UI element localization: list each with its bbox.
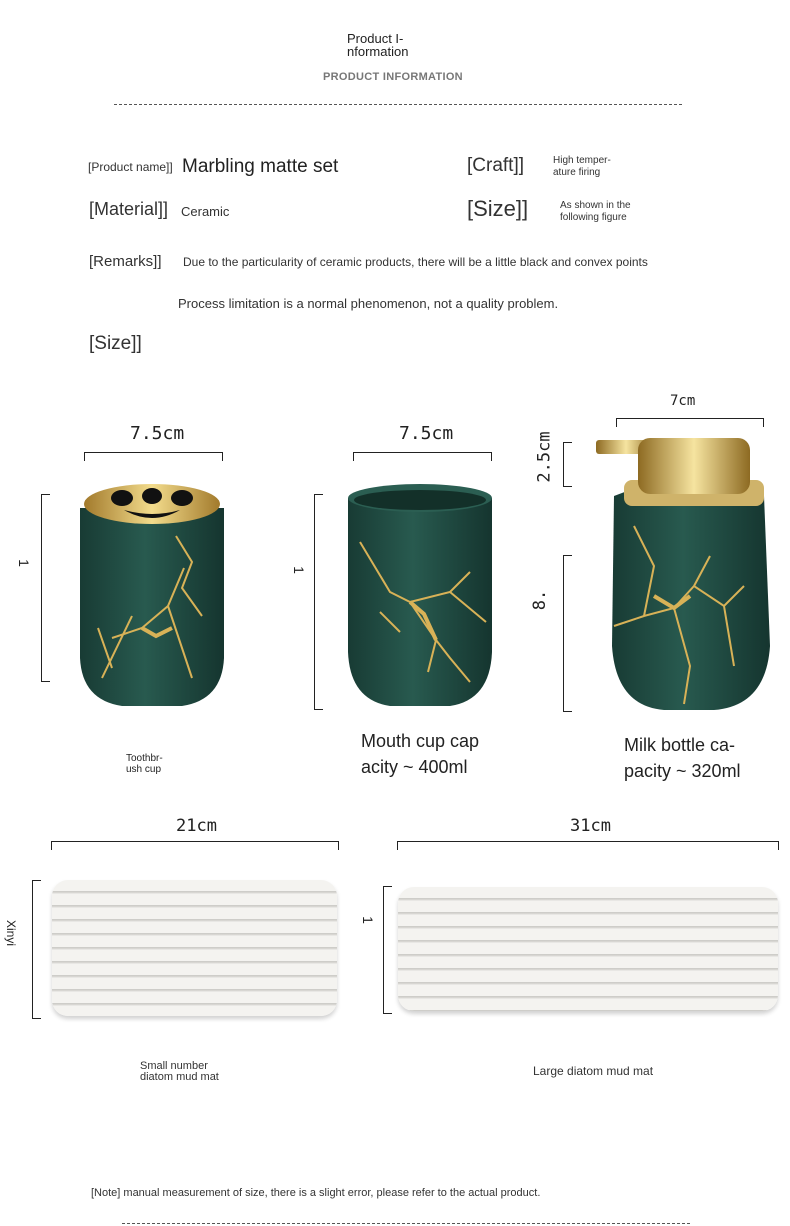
mouth-cup-height-label: 1 <box>290 566 307 574</box>
mouth-cup-caption-line2: acity ~ 400ml <box>361 757 468 777</box>
material-label: [Material]] <box>89 199 169 219</box>
milk-bottle-pump-height-label: 2.5cm <box>534 431 555 483</box>
size-value-line1: As shown in the <box>560 200 631 211</box>
toothbrush-height-label: 1 <box>15 559 32 567</box>
small-mat-height-label: Xinyi <box>4 919 19 947</box>
large-mat-image <box>398 887 778 1011</box>
milk-bottle-image <box>594 436 778 714</box>
large-mat-height-label: 1 <box>359 916 376 924</box>
header-title-line2: nformation <box>347 44 409 59</box>
size-note: [Note] manual measurement of size, there is a slight error, please refer to the actual product. <box>91 1187 541 1199</box>
size-value <box>560 200 631 224</box>
small-mat-caption <box>140 1061 219 1083</box>
size-section-label: [Size]] <box>89 333 142 354</box>
toothbrush-caption <box>126 753 163 775</box>
mouth-cup-caption <box>361 728 479 780</box>
craft-value-line2: ature firing <box>553 167 601 178</box>
small-mat-width-line <box>51 841 339 850</box>
milk-bottle-pump-height-line <box>563 442 572 487</box>
product-name-value: Marbling matte set <box>182 156 339 177</box>
mouth-cup-width-line <box>353 452 492 461</box>
milk-bottle-body-height-line <box>563 555 572 712</box>
header-title-line1: Product I- <box>347 31 404 46</box>
footer-divider <box>122 1223 690 1224</box>
header <box>347 32 408 58</box>
small-mat-image <box>52 880 337 1016</box>
toothbrush-width-label: 7.5cm <box>130 423 185 444</box>
size-value-line2: following figure <box>560 212 627 223</box>
milk-bottle-body-height-label: 8. <box>530 589 551 611</box>
large-mat-caption: Large diatom mud mat <box>533 1064 654 1078</box>
remarks-line2: Process limitation is a normal phenomenon, not a quality problem. <box>178 296 559 311</box>
small-mat-caption-line1: Small number <box>140 1060 208 1072</box>
milk-bottle-width-label: 7cm <box>670 393 696 409</box>
toothbrush-width-line <box>84 452 223 461</box>
toothbrush-caption-line2: ush cup <box>126 764 162 775</box>
header-subtitle: PRODUCT INFORMATION <box>323 71 463 83</box>
large-mat-height-line <box>383 886 392 1014</box>
small-mat-height-line <box>32 880 41 1019</box>
mouth-cup-height-line <box>314 494 323 710</box>
milk-bottle-width-line <box>616 418 764 427</box>
toothbrush-cup-image <box>72 478 232 712</box>
milk-bottle-caption-line2: pacity ~ 320ml <box>624 761 741 781</box>
mouth-cup-caption-line1: Mouth cup cap <box>361 731 480 751</box>
product-name-label: [Product name]] <box>88 160 173 174</box>
craft-value-line1: High temper- <box>553 155 611 166</box>
craft-label: [Craft]] <box>467 155 525 176</box>
header-divider <box>114 104 682 105</box>
craft-value <box>553 155 611 179</box>
small-mat-width-label: 21cm <box>176 816 217 836</box>
large-mat-width-line <box>397 841 779 850</box>
large-mat-width-label: 31cm <box>570 816 611 836</box>
milk-bottle-caption-line1: Milk bottle ca- <box>624 735 736 755</box>
milk-bottle-caption <box>624 732 741 784</box>
toothbrush-height-line <box>41 494 50 682</box>
material-value: Ceramic <box>181 204 230 219</box>
small-mat-caption-line2: diatom mud mat <box>140 1071 219 1083</box>
remarks-label: [Remarks]] <box>89 253 162 270</box>
mouth-cup-image <box>340 482 500 710</box>
size-label: [Size]] <box>467 196 529 221</box>
remarks-line1: Due to the particularity of ceramic products, there will be a little black and convex points <box>183 255 648 269</box>
mouth-cup-width-label: 7.5cm <box>399 423 454 444</box>
toothbrush-caption-line1: Toothbr- <box>126 753 163 764</box>
